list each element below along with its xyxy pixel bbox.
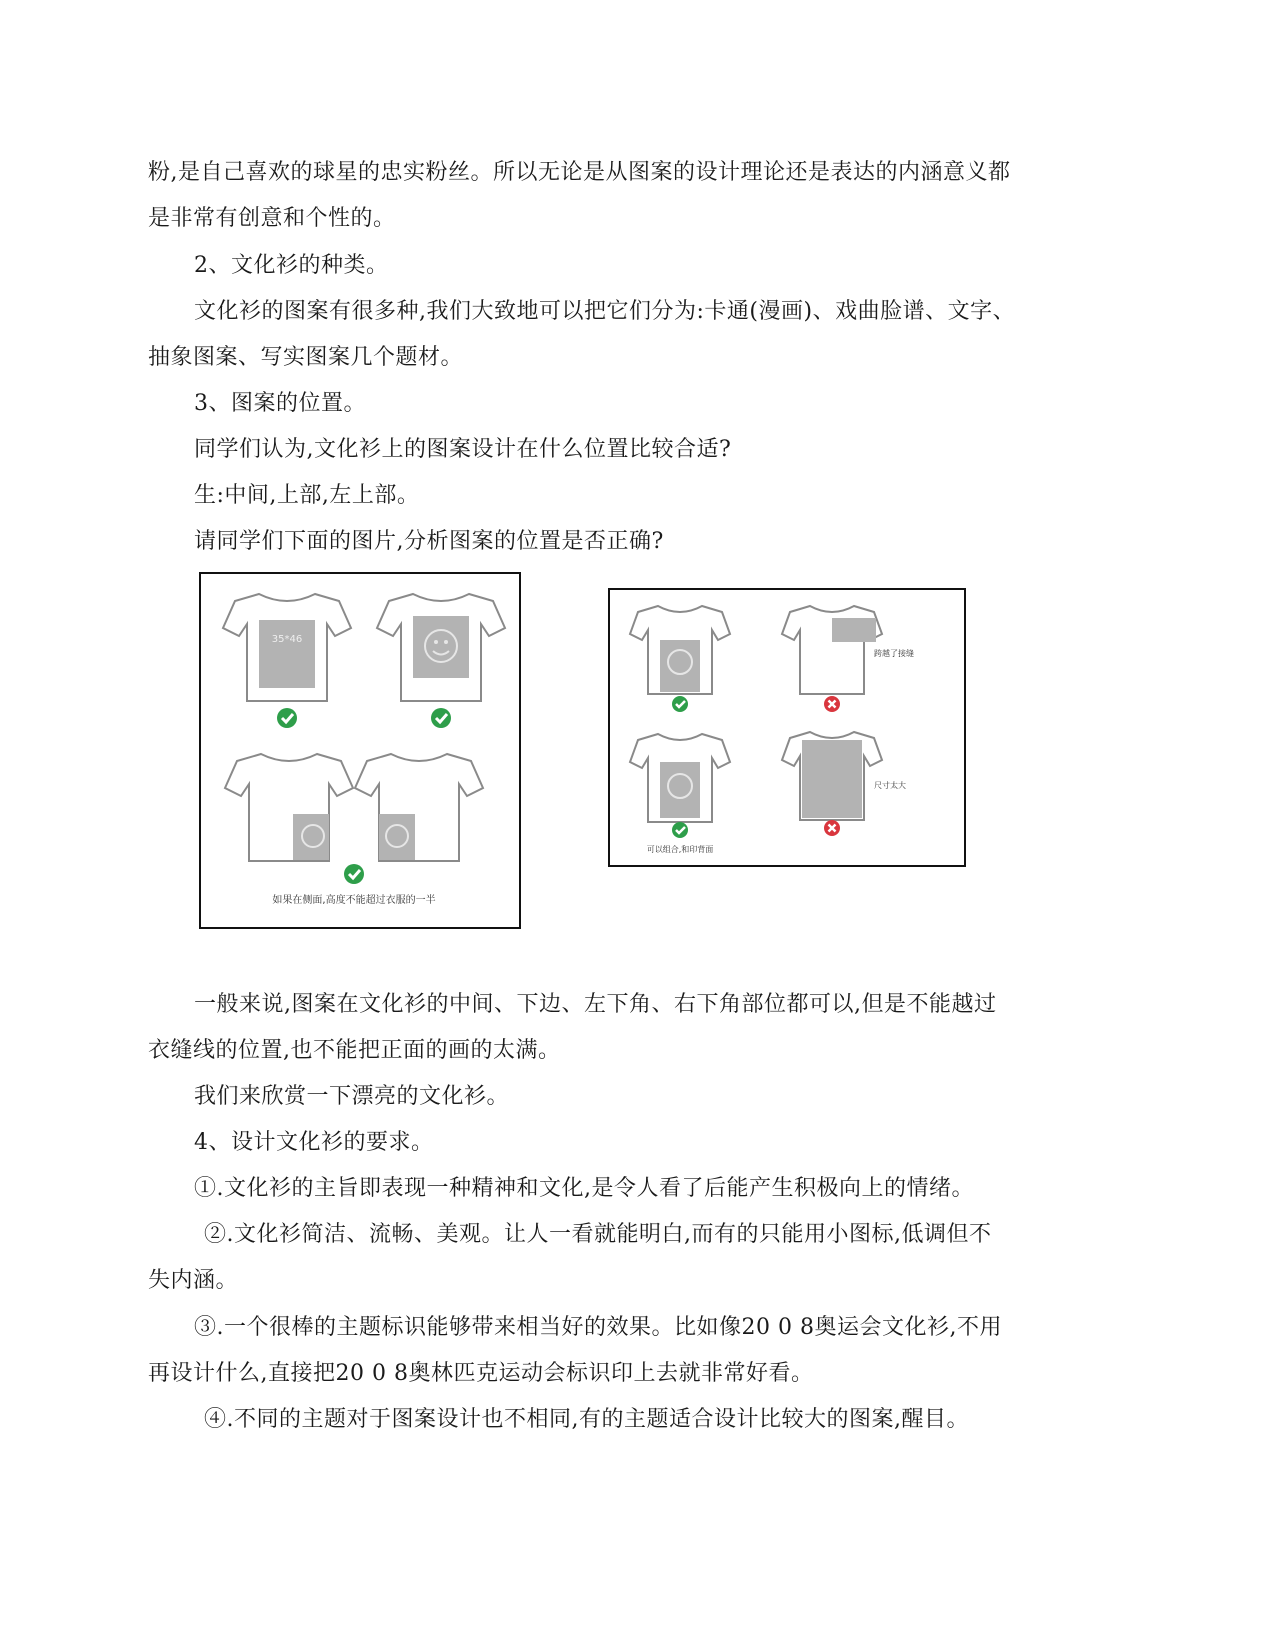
tshirt-illustration (630, 606, 730, 694)
figure-caption: 如果在侧面,高度不能超过衣服的一半 (272, 895, 436, 906)
paragraph-line: 同学们认为,文化衫上的图案设计在什么位置比较合适? (194, 437, 732, 462)
paragraph-line: 再设计什么,直接把20 0 8奥林匹克运动会标识印上去就非常好看。 (148, 1361, 814, 1386)
cross-icon (824, 696, 840, 712)
paragraph-line: 文化衫的图案有很多种,我们大致地可以把它们分为:卡通(漫画)、戏曲脸谱、文字、 (194, 299, 1016, 324)
paragraph-line: 抽象图案、写实图案几个题材。 (148, 345, 464, 370)
paragraph-line: 生:中间,上部,左上部。 (194, 483, 420, 508)
check-icon (672, 696, 688, 712)
over-seam-label: 跨越了接缝 (874, 649, 914, 658)
shirt-number: 35*46 (271, 634, 303, 645)
paragraph-line: 失内涵。 (148, 1268, 239, 1293)
figure-caption: 可以组合,和印背面 (646, 845, 714, 854)
figure-right (608, 588, 966, 867)
paragraph-line: 请同学们下面的图片,分析图案的位置是否正确? (194, 529, 664, 554)
paragraph-line: 我们来欣赏一下漂亮的文化衫。 (194, 1084, 510, 1109)
figure-left (199, 572, 521, 929)
check-icon (431, 708, 451, 728)
too-big-label: 尺寸太大 (874, 781, 906, 790)
tshirt-illustration (223, 594, 351, 701)
list-item: ④.不同的主题对于图案设计也不相同,有的主题适合设计比较大的图案,醒目。 (204, 1407, 969, 1432)
paragraph-line: 是非常有创意和个性的。 (148, 206, 396, 231)
tshirt-illustration (225, 754, 353, 861)
section-heading: 3、图案的位置。 (194, 391, 366, 416)
cross-icon (824, 820, 840, 836)
tshirt-illustration (782, 732, 882, 820)
check-icon (672, 822, 688, 838)
section-heading: 4、设计文化衫的要求。 (194, 1130, 434, 1155)
list-item: ①.文化衫的主旨即表现一种精神和文化,是令人看了后能产生积极向上的情绪。 (194, 1176, 974, 1201)
tshirt-illustration (630, 734, 730, 822)
paragraph-line: 粉,是自己喜欢的球星的忠实粉丝。所以无论是从图案的设计理论还是表达的内涵意义都 (148, 160, 1011, 185)
check-icon (344, 864, 364, 884)
list-item: ③.一个很棒的主题标识能够带来相当好的效果。比如像20 0 8奥运会文化衫,不用 (194, 1315, 1002, 1340)
check-icon (277, 708, 297, 728)
list-item: ②.文化衫简洁、流畅、美观。让人一看就能明白,而有的只能用小图标,低调但不 (204, 1222, 992, 1247)
tshirt-illustration (377, 594, 505, 701)
paragraph-line: 一般来说,图案在文化衫的中间、下边、左下角、右下角部位都可以,但是不能越过 (194, 992, 997, 1017)
tshirt-illustration (355, 754, 483, 861)
section-heading: 2、文化衫的种类。 (194, 253, 389, 278)
paragraph-line: 衣缝线的位置,也不能把正面的画的太满。 (148, 1038, 561, 1063)
tshirt-illustration (782, 606, 882, 694)
